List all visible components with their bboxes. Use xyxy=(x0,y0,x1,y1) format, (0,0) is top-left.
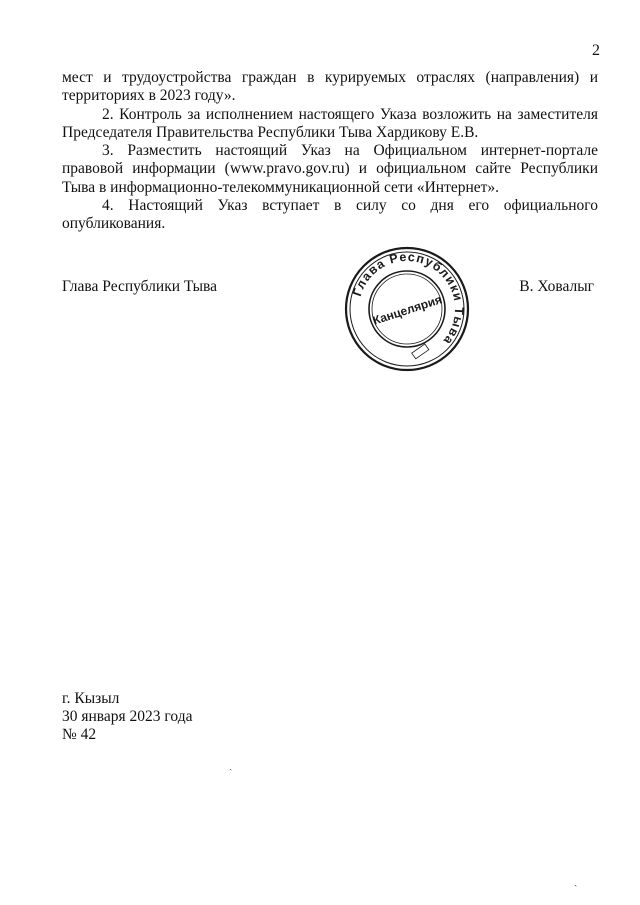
document-body xyxy=(62,69,598,234)
scan-mark: ˏ xyxy=(574,876,578,887)
issue-details xyxy=(62,690,192,744)
scan-mark: ˏ xyxy=(229,760,233,771)
paragraph-publication: 3. Разместить настоящий Указ на Официальном интернет-портале правовой информации (www.pravo.gov.ru) и официальном сайте Республики Тыва в информационно-телекоммуникационной сети «Интернет». xyxy=(62,142,598,196)
signatory-name: В. Ховалыг xyxy=(519,278,594,295)
stamp-seal-icon xyxy=(342,244,472,374)
paragraph-effective-date: 4. Настоящий Указ вступает в силу со дня его официального опубликования. xyxy=(62,197,598,233)
decree-number: № 42 xyxy=(62,726,97,743)
page-number: 2 xyxy=(592,42,600,59)
issue-date: 30 января 2023 года xyxy=(62,708,193,725)
stamp-center-text: Канцелярия xyxy=(371,292,444,328)
issue-city: г. Кызыл xyxy=(62,690,120,707)
paragraph-continuation: мест и трудоустройства граждан в курируемых отраслях (направления) и территориях в 2023 году». xyxy=(62,69,598,105)
paragraph-control: 2. Контроль за исполнением настоящего Указа возложить на заместителя Председателя Правительства Республики Тыва Хардикову Е.В. xyxy=(62,105,598,141)
stamp-ring-text: Глава Республики Тыва xyxy=(349,249,467,349)
signatory-position: Глава Республики Тыва xyxy=(62,278,218,295)
official-stamp xyxy=(342,244,472,374)
